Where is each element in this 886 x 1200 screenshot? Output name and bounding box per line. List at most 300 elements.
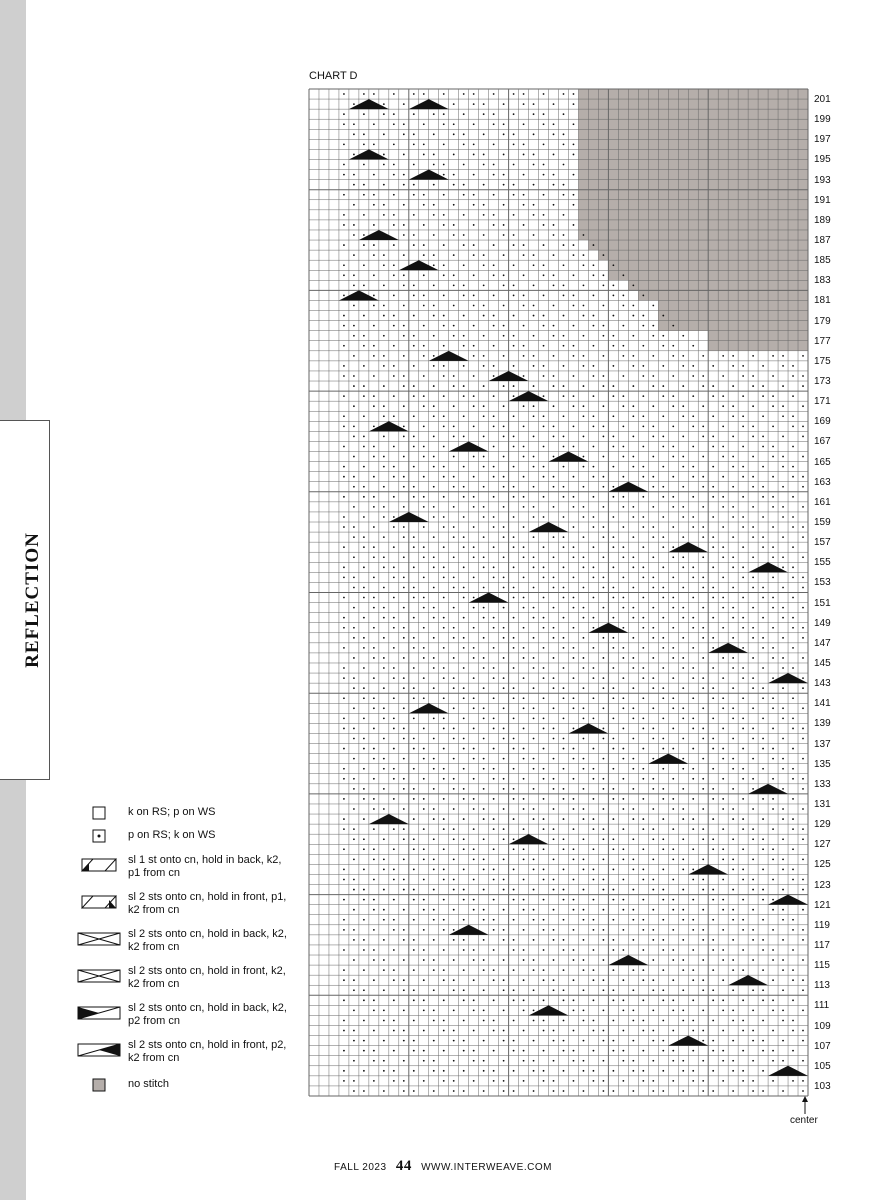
purl-dot xyxy=(413,335,415,337)
cable-symbol xyxy=(748,562,788,572)
purl-dot xyxy=(652,1040,654,1042)
purl-dot xyxy=(363,969,365,971)
purl-dot xyxy=(603,506,605,508)
purl-dot xyxy=(722,405,724,407)
purl-dot xyxy=(523,1030,525,1032)
purl-dot xyxy=(403,657,405,659)
purl-dot xyxy=(533,103,535,105)
purl-dot xyxy=(453,385,455,387)
purl-dot xyxy=(353,355,355,357)
purl-dot xyxy=(622,828,624,830)
purl-dot xyxy=(652,758,654,760)
purl-dot xyxy=(782,607,784,609)
purl-dot xyxy=(503,989,505,991)
purl-dot xyxy=(483,858,485,860)
purl-dot xyxy=(493,999,495,1001)
purl-dot xyxy=(373,627,375,629)
purl-dot xyxy=(573,607,575,609)
purl-dot xyxy=(353,526,355,528)
purl-dot xyxy=(702,728,704,730)
purl-dot xyxy=(483,1090,485,1092)
purl-dot xyxy=(413,637,415,639)
purl-dot xyxy=(503,284,505,286)
purl-dot xyxy=(792,617,794,619)
purl-dot xyxy=(393,315,395,317)
purl-dot xyxy=(493,848,495,850)
purl-dot xyxy=(543,627,545,629)
purl-dot xyxy=(573,858,575,860)
purl-dot xyxy=(603,687,605,689)
purl-dot xyxy=(483,959,485,961)
purl-dot xyxy=(443,899,445,901)
purl-dot xyxy=(493,627,495,629)
purl-dot xyxy=(642,728,644,730)
cable-symbol xyxy=(349,99,389,109)
knit-square-icon xyxy=(92,806,106,825)
purl-dot xyxy=(772,657,774,659)
purl-dot xyxy=(762,838,764,840)
purl-dot xyxy=(563,335,565,337)
purl-dot xyxy=(543,415,545,417)
purl-dot xyxy=(612,1040,614,1042)
purl-dot xyxy=(533,587,535,589)
purl-dot xyxy=(702,405,704,407)
purl-dot xyxy=(583,889,585,891)
row-number: 169 xyxy=(814,416,831,428)
purl-dot xyxy=(473,909,475,911)
purl-dot xyxy=(742,969,744,971)
purl-dot xyxy=(752,707,754,709)
purl-dot xyxy=(413,385,415,387)
purl-dot xyxy=(363,1040,365,1042)
purl-dot xyxy=(363,697,365,699)
purl-dot xyxy=(423,979,425,981)
purl-dot xyxy=(473,576,475,578)
purl-dot xyxy=(513,969,515,971)
purl-dot xyxy=(792,395,794,397)
purl-dot xyxy=(373,305,375,307)
purl-dot xyxy=(423,677,425,679)
purl-dot xyxy=(652,1010,654,1012)
purl-dot xyxy=(802,607,804,609)
purl-dot xyxy=(453,425,455,427)
purl-dot xyxy=(423,798,425,800)
purl-dot xyxy=(752,808,754,810)
purl-dot xyxy=(603,436,605,438)
purl-dot xyxy=(583,254,585,256)
purl-dot xyxy=(513,466,515,468)
purl-dot xyxy=(463,597,465,599)
purl-dot xyxy=(612,889,614,891)
purl-dot xyxy=(553,254,555,256)
purl-dot xyxy=(603,858,605,860)
purl-dot xyxy=(483,133,485,135)
purl-dot xyxy=(722,677,724,679)
row-number: 165 xyxy=(814,456,831,468)
purl-dot xyxy=(473,476,475,478)
purl-dot xyxy=(652,536,654,538)
purl-dot xyxy=(363,647,365,649)
purl-dot xyxy=(802,738,804,740)
purl-dot xyxy=(593,768,595,770)
purl-dot xyxy=(722,748,724,750)
purl-dot xyxy=(433,355,435,357)
purl-dot xyxy=(802,1080,804,1082)
purl-dot xyxy=(642,768,644,770)
purl-dot xyxy=(343,466,345,468)
purl-dot xyxy=(672,325,674,327)
purl-dot xyxy=(672,576,674,578)
purl-dot xyxy=(652,889,654,891)
purl-dot xyxy=(373,597,375,599)
purl-dot xyxy=(722,999,724,1001)
purl-dot xyxy=(762,466,764,468)
purl-dot xyxy=(652,929,654,931)
purl-dot xyxy=(513,697,515,699)
purl-dot xyxy=(603,728,605,730)
purl-dot xyxy=(573,224,575,226)
purl-dot xyxy=(583,506,585,508)
purl-dot xyxy=(473,506,475,508)
purl-dot xyxy=(772,899,774,901)
purl-dot xyxy=(682,516,684,518)
purl-dot xyxy=(762,848,764,850)
purl-dot xyxy=(782,869,784,871)
purl-dot xyxy=(692,375,694,377)
purl-dot xyxy=(353,506,355,508)
purl-dot xyxy=(802,909,804,911)
purl-dot xyxy=(772,999,774,1001)
purl-dot xyxy=(433,687,435,689)
purl-dot xyxy=(672,808,674,810)
purl-dot xyxy=(702,627,704,629)
purl-dot xyxy=(513,587,515,589)
purl-dot xyxy=(493,667,495,669)
purl-dot xyxy=(603,1010,605,1012)
purl-dot xyxy=(672,345,674,347)
purl-dot xyxy=(802,1010,804,1012)
purl-dot xyxy=(483,969,485,971)
purl-dot xyxy=(612,566,614,568)
purl-dot xyxy=(612,546,614,548)
purl-dot xyxy=(722,496,724,498)
purl-dot xyxy=(443,748,445,750)
purl-dot xyxy=(632,909,634,911)
purl-dot xyxy=(513,869,515,871)
purl-dot xyxy=(722,476,724,478)
purl-dot xyxy=(632,919,634,921)
purl-dot xyxy=(632,536,634,538)
purl-dot xyxy=(453,758,455,760)
purl-dot xyxy=(802,526,804,528)
purl-dot xyxy=(383,405,385,407)
purl-dot xyxy=(612,284,614,286)
purl-dot xyxy=(543,295,545,297)
purl-dot xyxy=(622,295,624,297)
purl-dot xyxy=(662,395,664,397)
purl-dot xyxy=(343,879,345,881)
purl-dot xyxy=(652,325,654,327)
purl-dot xyxy=(483,355,485,357)
purl-dot xyxy=(343,1070,345,1072)
purl-dot xyxy=(433,204,435,206)
section-tab-label: REFLECTION xyxy=(22,532,43,668)
purl-dot xyxy=(413,738,415,740)
purl-dot xyxy=(632,758,634,760)
purl-dot xyxy=(473,748,475,750)
purl-dot xyxy=(493,828,495,830)
purl-dot xyxy=(662,536,664,538)
purl-dot xyxy=(702,607,704,609)
purl-dot xyxy=(583,838,585,840)
purl-dot xyxy=(473,244,475,246)
purl-dot xyxy=(593,345,595,347)
purl-dot xyxy=(563,667,565,669)
purl-dot xyxy=(553,1080,555,1082)
purl-dot xyxy=(443,919,445,921)
purl-dot xyxy=(563,214,565,216)
purl-dot xyxy=(533,385,535,387)
purl-dot xyxy=(493,778,495,780)
purl-dot xyxy=(383,607,385,609)
purl-dot xyxy=(632,385,634,387)
purl-dot xyxy=(523,1050,525,1052)
purl-dot xyxy=(593,617,595,619)
purl-dot xyxy=(473,728,475,730)
purl-dot xyxy=(622,607,624,609)
purl-dot xyxy=(413,284,415,286)
purl-dot xyxy=(732,506,734,508)
purl-dot xyxy=(413,818,415,820)
purl-dot xyxy=(433,667,435,669)
purl-dot xyxy=(353,536,355,538)
purl-dot xyxy=(413,798,415,800)
purl-dot xyxy=(403,607,405,609)
purl-dot xyxy=(573,446,575,448)
purl-dot xyxy=(702,929,704,931)
purl-dot xyxy=(712,536,714,538)
purl-dot xyxy=(563,264,565,266)
purl-dot xyxy=(373,1050,375,1052)
purl-dot xyxy=(573,154,575,156)
purl-dot xyxy=(353,728,355,730)
purl-dot xyxy=(363,617,365,619)
purl-dot xyxy=(662,788,664,790)
purl-dot xyxy=(543,818,545,820)
purl-dot xyxy=(513,1050,515,1052)
purl-dot xyxy=(403,526,405,528)
purl-dot xyxy=(553,274,555,276)
purl-dot xyxy=(433,254,435,256)
purl-dot xyxy=(712,969,714,971)
purl-dot xyxy=(513,536,515,538)
purl-dot xyxy=(792,446,794,448)
purl-dot xyxy=(343,617,345,619)
purl-dot xyxy=(702,738,704,740)
purl-dot xyxy=(682,1070,684,1072)
purl-dot xyxy=(762,546,764,548)
purl-dot xyxy=(772,1050,774,1052)
purl-dot xyxy=(612,848,614,850)
purl-dot xyxy=(642,949,644,951)
purl-dot xyxy=(483,687,485,689)
purl-dot xyxy=(513,335,515,337)
purl-dot xyxy=(553,979,555,981)
purl-dot xyxy=(802,637,804,639)
purl-dot xyxy=(523,546,525,548)
purl-dot xyxy=(363,345,365,347)
purl-dot xyxy=(343,425,345,427)
purl-dot xyxy=(622,456,624,458)
purl-dot xyxy=(433,919,435,921)
purl-dot xyxy=(583,1010,585,1012)
purl-dot xyxy=(772,446,774,448)
purl-dot xyxy=(513,647,515,649)
purl-dot xyxy=(543,1030,545,1032)
purl-dot xyxy=(443,879,445,881)
purl-dot xyxy=(722,858,724,860)
purl-dot xyxy=(792,1080,794,1082)
purl-dot xyxy=(622,1080,624,1082)
purl-dot xyxy=(712,1090,714,1092)
purl-dot xyxy=(672,949,674,951)
purl-dot xyxy=(563,234,565,236)
purl-dot xyxy=(373,808,375,810)
purl-dot xyxy=(373,1030,375,1032)
purl-dot xyxy=(443,728,445,730)
cable-symbol xyxy=(549,452,589,462)
purl-dot xyxy=(622,526,624,528)
purl-dot xyxy=(772,909,774,911)
purl-dot xyxy=(662,687,664,689)
purl-dot xyxy=(483,587,485,589)
purl-dot xyxy=(473,556,475,558)
cable-symbol xyxy=(359,230,399,240)
purl-dot xyxy=(583,607,585,609)
purl-dot xyxy=(503,788,505,790)
purl-dot xyxy=(443,576,445,578)
purl-dot xyxy=(632,1060,634,1062)
purl-dot xyxy=(583,707,585,709)
purl-dot xyxy=(513,113,515,115)
purl-dot xyxy=(553,677,555,679)
purl-dot xyxy=(762,738,764,740)
purl-dot xyxy=(622,627,624,629)
purl-dot xyxy=(553,123,555,125)
purl-dot xyxy=(563,647,565,649)
cable-symbol xyxy=(509,834,549,844)
purl-dot xyxy=(662,597,664,599)
purl-dot xyxy=(523,778,525,780)
cable-symbol xyxy=(409,99,449,109)
purl-dot xyxy=(453,456,455,458)
purl-dot xyxy=(563,184,565,186)
purl-dot xyxy=(443,1080,445,1082)
purl-dot xyxy=(383,164,385,166)
purl-dot xyxy=(503,929,505,931)
purl-dot xyxy=(493,1080,495,1082)
row-number: 191 xyxy=(814,194,831,206)
purl-dot xyxy=(363,889,365,891)
purl-dot xyxy=(403,828,405,830)
purl-dot xyxy=(702,456,704,458)
purl-dot xyxy=(742,425,744,427)
purl-dot xyxy=(632,818,634,820)
purl-dot xyxy=(423,154,425,156)
purl-dot xyxy=(702,788,704,790)
purl-dot xyxy=(672,1060,674,1062)
purl-dot xyxy=(483,365,485,367)
purl-dot xyxy=(553,838,555,840)
purl-dot xyxy=(423,456,425,458)
purl-dot xyxy=(463,1020,465,1022)
purl-dot xyxy=(782,587,784,589)
purl-dot xyxy=(423,576,425,578)
purl-dot xyxy=(712,446,714,448)
purl-dot xyxy=(393,516,395,518)
purl-dot xyxy=(672,546,674,548)
purl-dot xyxy=(543,919,545,921)
purl-dot xyxy=(742,828,744,830)
purl-dot xyxy=(543,546,545,548)
purl-dot xyxy=(573,748,575,750)
purl-dot xyxy=(612,748,614,750)
cable-symbol xyxy=(768,1066,808,1076)
purl-dot xyxy=(682,587,684,589)
purl-dot xyxy=(702,889,704,891)
purl-dot xyxy=(553,657,555,659)
purl-dot xyxy=(453,375,455,377)
purl-dot xyxy=(692,869,694,871)
purl-dot xyxy=(393,395,395,397)
purl-dot xyxy=(563,889,565,891)
purl-dot xyxy=(632,405,634,407)
purl-dot xyxy=(513,264,515,266)
purl-dot xyxy=(413,164,415,166)
purl-dot xyxy=(403,728,405,730)
purl-dot xyxy=(453,576,455,578)
purl-dot xyxy=(363,244,365,246)
cable-symbol xyxy=(339,290,379,300)
purl-dot xyxy=(433,214,435,216)
purl-dot xyxy=(463,536,465,538)
purl-dot xyxy=(782,1060,784,1062)
purl-dot xyxy=(403,889,405,891)
purl-dot xyxy=(533,415,535,417)
purl-dot xyxy=(533,536,535,538)
purl-dot xyxy=(363,566,365,568)
purl-dot xyxy=(692,828,694,830)
purl-dot xyxy=(403,687,405,689)
purl-dot xyxy=(503,1080,505,1082)
purl-dot xyxy=(453,154,455,156)
purl-dot xyxy=(533,818,535,820)
purl-dot xyxy=(483,335,485,337)
purl-dot xyxy=(443,415,445,417)
purl-dot xyxy=(493,466,495,468)
purl-dot xyxy=(652,858,654,860)
purl-dot xyxy=(742,869,744,871)
purl-dot xyxy=(533,164,535,166)
purl-dot xyxy=(483,1040,485,1042)
purl-dot xyxy=(353,405,355,407)
purl-dot xyxy=(732,516,734,518)
purl-dot xyxy=(652,1030,654,1032)
purl-dot xyxy=(732,486,734,488)
purl-dot xyxy=(583,365,585,367)
purl-dot xyxy=(632,738,634,740)
purl-dot xyxy=(573,828,575,830)
